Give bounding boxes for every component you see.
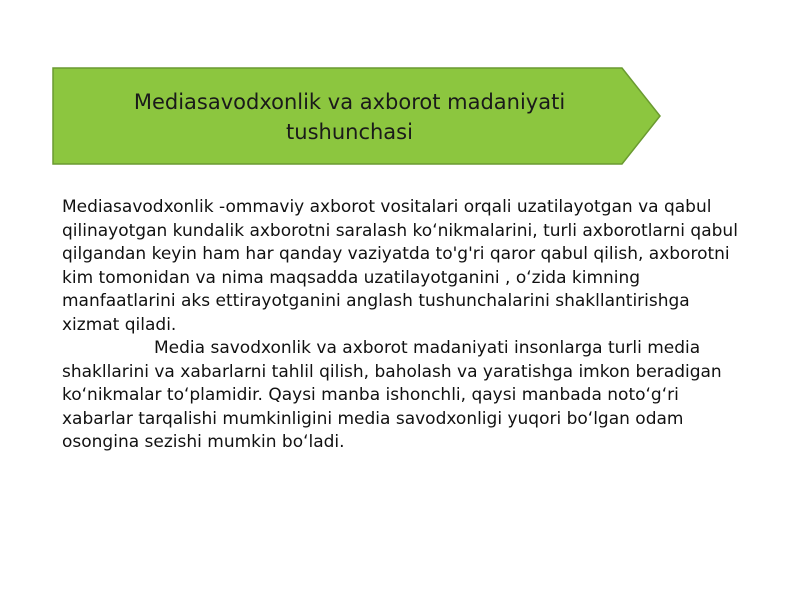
- slide-title: Mediasavodxonlik va axborot madaniyati tushunchasi: [133, 90, 566, 144]
- title-banner: [52, 67, 662, 165]
- paragraph-definition: Mediasavodxonlik -ommaviy axborot vositalari orqali uzatilayotgan va qabul qilinayotgan kundalik axborotni saralash koʻnikmalarini, turli axborotlarni qabul qilgandan keyin ham har qanday vaziyatda to'g'ri qaror qabul qilish, axborotni kim tomonidan va nima maqsadda uzatilayotganini , oʻzida kimning manfaatlarini aks ettirayotganini anglash tushunchalarini shakllantirishga xizmat qiladi.: [62, 197, 738, 335]
- paragraph-skills: [62, 337, 752, 455]
- paragraph-skills-text: Media savodxonlik va axborot madaniyati insonlarga turli media shakllarini va xabarlarni tahlil qilish, baholash va yaratishga imkon beradigan koʻnikmalar toʻplamidir. Qaysi manba ishonchli, qaysi manbada notoʻgʻri xabarlar tarqalishi mumkinligini media savodxonligi yuqori boʻlgan odam osongina sezishi mumkin boʻladi.: [62, 338, 722, 452]
- body-text: [62, 196, 752, 455]
